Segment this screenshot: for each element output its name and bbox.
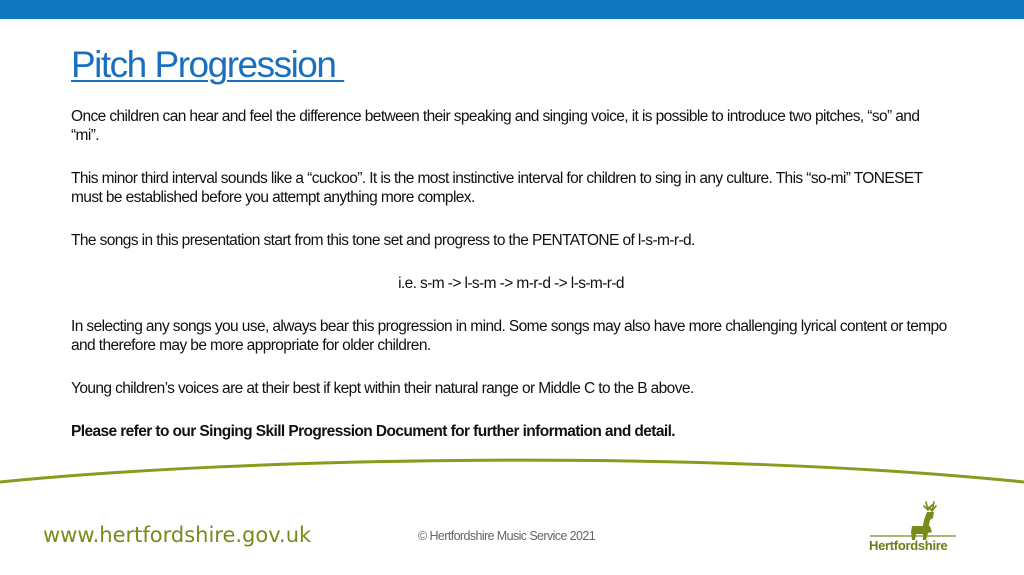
progression-line: i.e. s-m -> l-s-m -> m-r-d -> l-s-m-r-d <box>398 275 624 292</box>
green-wave-divider <box>0 452 1024 492</box>
copyright-notice: © Hertfordshire Music Service 2021 <box>418 529 596 543</box>
website-url[interactable]: www.hertfordshire.gov.uk <box>43 523 312 547</box>
paragraph-pentatone: The songs in this presentation start from this tone set and progress to the PENTATONE of l-s-m-r-d. <box>71 232 695 249</box>
slide-title: Pitch Progression <box>71 44 345 85</box>
paragraph-selecting-songs: In selecting any songs you use, always bear this progression in mind. Some songs may also have more challenging lyrical content or tempo and therefore may be more appropriate for older children. <box>71 318 947 354</box>
paragraph-intro: Once children can hear and feel the difference between their speaking and singing voice, it is possible to introduce two pitches, “so” and “mi”. <box>71 108 920 144</box>
hertfordshire-logo-text: Hertfordshire <box>869 538 948 553</box>
slide-body <box>71 107 951 465</box>
paragraph-minor-third: This minor third interval sounds like a “cuckoo”. It is the most instinctive interval for children to sing in any culture. This “so-mi” TONESET must be established before you attempt anything more complex. <box>71 170 923 206</box>
paragraph-refer-document: Please refer to our Singing Skill Progression Document for further information and detail. <box>71 423 675 440</box>
paragraph-voice-range: Young children’s voices are at their best if kept within their natural range or Middle C to the B above. <box>71 380 694 397</box>
top-accent-bar <box>0 0 1024 19</box>
